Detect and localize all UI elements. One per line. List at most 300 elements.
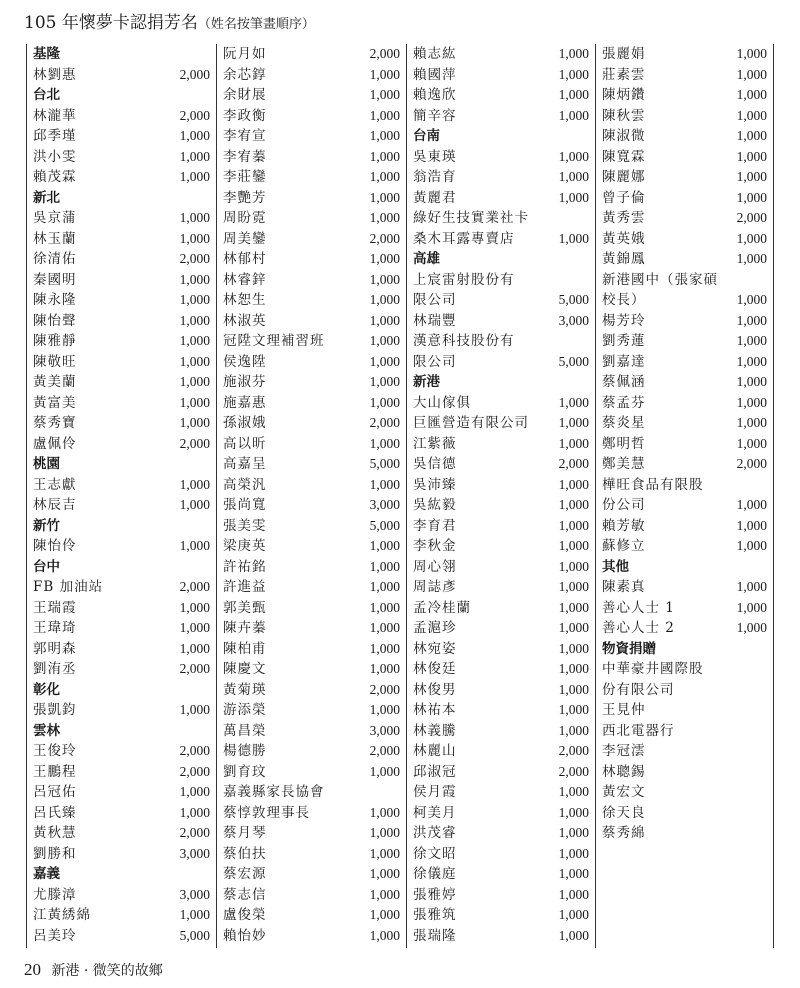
page-footer (24, 960, 163, 980)
donor-name: 陳柏甫 (223, 640, 267, 657)
donor-entry (223, 475, 400, 496)
donor-entry (33, 905, 210, 926)
donor-name: 江紫薇 (413, 435, 457, 452)
donor-entry (223, 65, 400, 86)
donation-amount: 1,000 (736, 353, 767, 369)
donor-name: 桑木耳露專賣店 (413, 230, 515, 247)
donor-entry (223, 147, 400, 168)
donor-entry (33, 926, 210, 947)
donation-amount: 1,000 (558, 394, 589, 410)
donation-amount: 1,000 (369, 927, 400, 943)
donor-name: 周美鑾 (223, 230, 267, 247)
donation-amount: 1,000 (369, 189, 400, 205)
donation-amount: 5,000 (179, 927, 210, 943)
donation-amount: 1,000 (369, 620, 400, 635)
donor-name: 李冠澐 (602, 743, 646, 759)
donor-name: 上宸雷射股份有 (413, 271, 515, 288)
donor-name: 李育君 (413, 517, 457, 534)
donor-name: 黃錦鳳 (602, 251, 646, 267)
donor-entry (413, 290, 589, 311)
donor-name: 林辰吉 (33, 497, 77, 513)
donation-amount: 1,000 (179, 599, 210, 615)
donor-entry (223, 495, 400, 516)
donor-entry (223, 434, 400, 455)
donor-entry (413, 516, 589, 537)
donor-entry (413, 311, 589, 332)
donation-amount: 1,000 (558, 230, 589, 246)
donor-entry (602, 803, 767, 824)
donor-entry (33, 167, 210, 188)
donor-name: 張瑞隆 (413, 927, 457, 944)
donor-entry (33, 393, 210, 414)
donor-entry (223, 536, 400, 557)
donation-amount: 1,000 (369, 907, 400, 922)
donation-amount: 1,000 (558, 599, 589, 615)
donor-name: 賴芳敏 (602, 517, 646, 534)
donor-entry (602, 434, 767, 455)
donor-name: 孟冷桂蘭 (413, 599, 471, 616)
donation-amount: 1,000 (736, 312, 767, 328)
donation-amount: 2,000 (369, 415, 400, 430)
donor-name: 劉洧丞 (33, 661, 77, 677)
page-number: 20 (24, 960, 41, 979)
donor-entry (413, 167, 589, 188)
donor-name: 樺旺食品有限股 (602, 476, 704, 493)
donation-amount: 1,000 (179, 415, 210, 430)
donor-entry (33, 331, 210, 352)
donor-entry (413, 659, 589, 680)
donor-column-2 (216, 44, 406, 948)
donor-name: 李莊鑾 (223, 169, 267, 185)
region-heading (33, 44, 210, 65)
donor-entry (33, 126, 210, 147)
region-name: 嘉義 (33, 866, 60, 882)
donor-entry (33, 618, 210, 639)
footer-text: 新港 · 微笑的故鄉 (51, 963, 163, 979)
donor-entry (33, 270, 210, 291)
donor-name: 簡辛容 (413, 107, 457, 124)
donor-entry (413, 331, 589, 352)
donor-name: 新港國中（張家碩 (602, 271, 718, 288)
donor-name: 黃富美 (33, 394, 77, 411)
donor-name: 林聰錫 (602, 763, 646, 780)
donor-entry (223, 659, 400, 680)
region-heading (33, 680, 210, 701)
donor-entry (602, 65, 767, 86)
donation-amount: 1,000 (369, 886, 400, 902)
region-heading (33, 188, 210, 209)
donor-entry (413, 721, 589, 742)
donor-entry (33, 249, 210, 270)
donor-entry (223, 290, 400, 311)
region-heading (602, 639, 767, 660)
donation-amount: 1,000 (736, 579, 767, 594)
donor-name: 侯月霞 (413, 784, 457, 800)
donor-name: 限公司 (413, 292, 457, 308)
donor-name: 莊素雲 (602, 66, 646, 83)
donor-name: 林俊廷 (413, 661, 457, 677)
donation-amount: 1,000 (179, 907, 210, 922)
donor-entry (33, 700, 210, 721)
donor-entry (602, 85, 767, 106)
donor-entry (602, 495, 767, 516)
region-heading (33, 557, 210, 578)
donor-entry (413, 393, 589, 414)
donor-entry (223, 618, 400, 639)
donor-name: 洪茂睿 (413, 825, 457, 841)
donation-amount: 1,000 (369, 107, 400, 123)
donor-name: 梁庚英 (223, 538, 267, 554)
donation-amount: 1,000 (736, 374, 767, 389)
donor-entry (223, 311, 400, 332)
donation-amount: 2,000 (179, 66, 210, 82)
donation-amount: 3,000 (558, 312, 589, 328)
donor-entry (33, 659, 210, 680)
donor-name: 周心翎 (413, 558, 457, 575)
donor-name: 蔡月琴 (223, 825, 267, 841)
donation-amount: 1,000 (369, 333, 400, 348)
donor-name: 張凱鈞 (33, 702, 77, 718)
donor-entry (602, 516, 767, 537)
donation-amount: 1,000 (369, 866, 400, 881)
donor-name: 徐天良 (602, 804, 646, 821)
donor-column-4 (595, 44, 774, 948)
donation-amount: 1,000 (558, 558, 589, 574)
donor-name: 周誌彥 (413, 579, 457, 595)
donor-entry (413, 639, 589, 660)
donor-name: 林恕生 (223, 292, 267, 308)
donation-amount: 1,000 (179, 640, 210, 656)
donor-entry (33, 372, 210, 393)
donor-name: 邱淑冠 (413, 763, 457, 780)
donor-name: 邱季瑾 (33, 128, 77, 144)
donation-amount: 1,000 (369, 538, 400, 553)
donation-amount: 1,000 (736, 333, 767, 348)
donation-amount: 1,000 (179, 271, 210, 287)
donation-amount: 1,000 (369, 558, 400, 574)
donor-name: 陳怡伶 (33, 538, 77, 554)
donor-entry (33, 352, 210, 373)
region-heading (413, 249, 589, 270)
donation-amount: 1,000 (736, 66, 767, 82)
donor-entry (223, 885, 400, 906)
donation-amount: 1,000 (369, 210, 400, 225)
donor-entry (223, 393, 400, 414)
donor-entry (413, 65, 589, 86)
donor-name: 王瑋琦 (33, 620, 77, 636)
donor-name: 王見仲 (602, 702, 646, 718)
donor-name: 大山傢俱 (413, 394, 471, 411)
donation-amount: 2,000 (179, 825, 210, 840)
donor-entry (223, 188, 400, 209)
donation-amount: 1,000 (558, 476, 589, 492)
donor-entry (223, 680, 400, 701)
donor-name: 王志獻 (33, 476, 77, 493)
donation-amount: 1,000 (558, 825, 589, 840)
donation-amount: 1,000 (736, 435, 767, 451)
donor-entry (223, 782, 400, 803)
donation-amount: 1,000 (558, 722, 589, 738)
donor-entry (413, 823, 589, 844)
donation-amount: 1,000 (558, 497, 589, 512)
donor-entry (413, 844, 589, 865)
region-name: 高雄 (413, 251, 440, 267)
donor-name: 林義騰 (413, 722, 457, 739)
donor-name: 余芯錞 (223, 66, 267, 83)
donor-column-3 (406, 44, 595, 948)
donor-name: 陳炳鑽 (602, 87, 646, 103)
donor-name: 劉育玟 (223, 763, 267, 780)
donor-entry (223, 577, 400, 598)
donor-name: 李艷芳 (223, 189, 267, 206)
donation-amount: 1,000 (369, 148, 400, 164)
donation-amount: 1,000 (369, 640, 400, 656)
donation-amount: 1,000 (558, 620, 589, 635)
region-name: 桃園 (33, 456, 60, 472)
donor-name: 許進益 (223, 579, 267, 595)
donation-amount: 1,000 (369, 251, 400, 266)
page-title (24, 8, 315, 33)
region-heading (33, 721, 210, 742)
donor-entry (602, 208, 767, 229)
donation-amount: 1,000 (558, 866, 589, 881)
donor-name: 徐儀庭 (413, 866, 457, 882)
donation-amount: 1,000 (558, 845, 589, 861)
region-name: 基隆 (33, 46, 60, 62)
donation-amount: 1,000 (736, 251, 767, 266)
donor-entry (413, 475, 589, 496)
donor-name: 冠陞文理補習班 (223, 333, 325, 349)
donor-name: 陳秋雲 (602, 107, 646, 124)
donation-amount: 1,000 (369, 271, 400, 287)
donor-entry (602, 577, 767, 598)
region-name: 台北 (33, 87, 60, 103)
donation-amount: 1,000 (369, 476, 400, 492)
donor-entry (413, 229, 589, 250)
donor-name: 賴怡妙 (223, 927, 267, 944)
donor-entry (33, 536, 210, 557)
donor-name: 郭美甄 (223, 599, 267, 616)
donor-entry (413, 700, 589, 721)
region-heading (413, 372, 589, 393)
donor-name: 李秋金 (413, 538, 457, 554)
donor-entry (223, 700, 400, 721)
donor-entry (33, 208, 210, 229)
donor-entry (33, 65, 210, 86)
donor-entry (223, 331, 400, 352)
donation-amount: 1,000 (369, 292, 400, 307)
donor-name: 周盼霓 (223, 210, 267, 226)
donor-entry (602, 126, 767, 147)
donor-entry (602, 393, 767, 414)
donor-name: 林祐本 (413, 702, 457, 718)
donor-name: 賴茂霖 (33, 169, 77, 185)
donor-entry (413, 905, 589, 926)
donation-amount: 1,000 (558, 784, 589, 799)
donor-entry (602, 188, 767, 209)
donor-name: 呂冠佑 (33, 784, 77, 800)
donor-name: 王鵬程 (33, 763, 77, 780)
donor-name: 蔡志信 (223, 886, 267, 903)
donor-name: 余財展 (223, 87, 267, 103)
donor-name: 陳永隆 (33, 292, 77, 308)
donor-name: 吳紘毅 (413, 497, 457, 513)
donor-name: 陳怡聲 (33, 312, 77, 329)
donor-entry (33, 229, 210, 250)
donation-amount: 1,000 (369, 763, 400, 779)
donor-name: 蔡秀寶 (33, 415, 77, 431)
donation-amount: 2,000 (736, 456, 767, 471)
donor-entry (223, 249, 400, 270)
donor-entry (602, 167, 767, 188)
donor-name: 吳東瑛 (413, 148, 457, 165)
donation-amount: 1,000 (179, 210, 210, 225)
region-name: 台中 (33, 558, 60, 575)
donation-amount: 1,000 (369, 702, 400, 717)
donor-name: 高榮汎 (223, 476, 267, 493)
donor-name: 林玉蘭 (33, 230, 77, 247)
donation-amount: 1,000 (558, 415, 589, 430)
donation-amount: 1,000 (736, 517, 767, 533)
donation-amount: 1,000 (558, 169, 589, 184)
donor-name: 善心人士 1 (602, 599, 675, 616)
donor-name: 王俊玲 (33, 743, 77, 759)
donation-amount: 1,000 (558, 46, 589, 61)
donor-name: 陳寬霖 (602, 148, 646, 165)
donor-entry (413, 270, 589, 291)
donation-amount: 1,000 (369, 128, 400, 143)
donation-amount: 1,000 (736, 107, 767, 123)
donation-amount: 1,000 (369, 394, 400, 410)
donation-amount: 1,000 (369, 435, 400, 451)
donor-entry (33, 741, 210, 762)
donation-amount: 2,000 (369, 230, 400, 246)
donor-entry (223, 721, 400, 742)
donation-amount: 2,000 (179, 661, 210, 676)
donor-name: 賴國萍 (413, 66, 457, 83)
donor-name: 黃秀雲 (602, 210, 646, 226)
donor-name: 巨匯營造有限公司 (413, 415, 529, 431)
donor-name: 張尚寬 (223, 497, 267, 513)
donor-entry (33, 434, 210, 455)
donor-entry (33, 475, 210, 496)
donation-amount: 1,000 (558, 702, 589, 717)
donor-name: 陳淑微 (602, 128, 646, 144)
donor-name: 校長） (602, 292, 646, 308)
donor-entry (223, 413, 400, 434)
donor-entry (413, 741, 589, 762)
donor-entry (33, 823, 210, 844)
donation-amount: 1,000 (736, 394, 767, 410)
donation-amount: 1,000 (179, 148, 210, 164)
donation-amount: 1,000 (558, 907, 589, 922)
donor-name: 林宛姿 (413, 640, 457, 657)
donation-amount: 1,000 (736, 292, 767, 307)
donation-amount: 3,000 (179, 845, 210, 861)
donor-entry (602, 413, 767, 434)
donation-amount: 2,000 (736, 210, 767, 225)
donation-amount: 1,000 (179, 702, 210, 717)
donation-amount: 1,000 (558, 886, 589, 902)
donor-entry (223, 167, 400, 188)
donor-name: 張麗娟 (602, 46, 646, 62)
donor-name: 陳敬旺 (33, 353, 77, 370)
donation-amount: 1,000 (558, 681, 589, 697)
donor-entry (602, 147, 767, 168)
donor-entry (602, 700, 767, 721)
donor-name: 張雅婷 (413, 886, 457, 903)
donation-amount: 1,000 (179, 394, 210, 410)
donor-entry (33, 290, 210, 311)
donation-amount: 2,000 (179, 743, 210, 758)
donor-name: 王瑞霞 (33, 599, 77, 616)
donor-name: 黃菊瑛 (223, 681, 267, 698)
donor-name: 陳麗娜 (602, 169, 646, 185)
donor-entry (602, 290, 767, 311)
donation-amount: 1,000 (558, 148, 589, 164)
donor-name: 呂氏臻 (33, 804, 77, 821)
donation-amount: 2,000 (179, 251, 210, 266)
donor-name: 蔡秀綿 (602, 825, 646, 841)
donor-entry (602, 762, 767, 783)
donor-entry (413, 782, 589, 803)
region-name: 台南 (413, 128, 440, 144)
donor-name: 蔡佩涵 (602, 374, 646, 390)
donor-entry (33, 782, 210, 803)
donation-amount: 2,000 (179, 107, 210, 123)
donor-name: 份有限公司 (602, 681, 675, 698)
donation-amount: 1,000 (179, 230, 210, 246)
donor-entry (602, 536, 767, 557)
donor-entry (223, 352, 400, 373)
donor-name: 李政衡 (223, 107, 267, 124)
donor-name: 蔡孟芬 (602, 394, 646, 411)
donation-amount: 1,000 (736, 415, 767, 430)
donation-amount: 1,000 (736, 189, 767, 205)
donor-entry (413, 454, 589, 475)
donor-entry (413, 147, 589, 168)
donor-entry (413, 618, 589, 639)
donor-entry (413, 803, 589, 824)
donor-entry (223, 229, 400, 250)
donor-entry (33, 639, 210, 660)
donor-name: 侯逸陞 (223, 353, 267, 370)
donor-name: 孟滬珍 (413, 620, 457, 636)
region-name: 雲林 (33, 722, 60, 739)
donor-name: 張美雯 (223, 517, 267, 534)
donation-amount: 1,000 (179, 374, 210, 389)
donor-entry (33, 577, 210, 598)
donation-amount: 1,000 (369, 312, 400, 328)
donor-name: 徐文昭 (413, 845, 457, 862)
donation-amount: 1,000 (179, 620, 210, 635)
donation-amount: 1,000 (558, 517, 589, 533)
donor-entry (602, 721, 767, 742)
donor-entry (413, 434, 589, 455)
donation-amount: 1,000 (736, 128, 767, 143)
donation-amount: 2,000 (369, 46, 400, 61)
donor-name: 李宥宣 (223, 128, 267, 144)
donor-name: 漢意科技股份有 (413, 333, 515, 349)
donor-entry (223, 926, 400, 947)
donor-name: 嘉義縣家長協會 (223, 784, 325, 800)
donor-entry (413, 926, 589, 947)
donation-amount: 1,000 (369, 804, 400, 820)
donation-amount: 1,000 (558, 189, 589, 205)
donation-amount: 1,000 (369, 579, 400, 594)
donation-amount: 1,000 (736, 620, 767, 635)
donor-name: 林俊男 (413, 681, 457, 698)
